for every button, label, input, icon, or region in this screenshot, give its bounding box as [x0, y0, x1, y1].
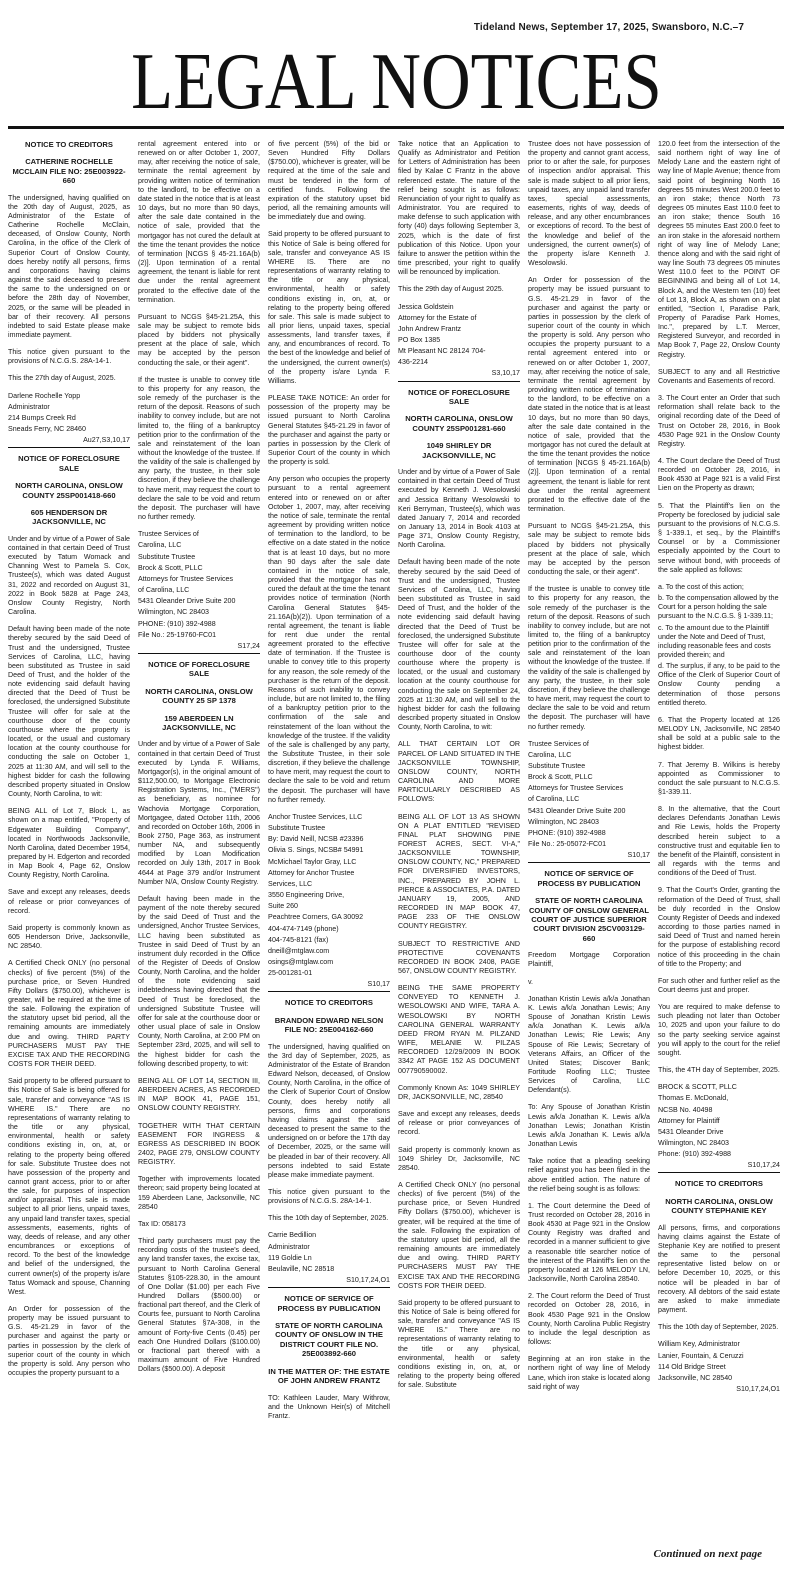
notice-paragraph: Third party purchasers must pay the recording costs of the trustee's deed, any land transfer taxes, the excise tax, pursuant to North Carolina General Statutes §105-228.30, in the amount of One Dollar ($1.00) per each Five Hundred Dollars ($500.00) or fractional part thereof, and the Clerk of Courts fee, pursuant to North Carolina General Statutes §7A-308, in the amount of Forty-five Cents (0.45) per each One Hundred Dollars ($100.00) or fractional part thereof with a maximum amount of Five Hundred Dollars ($500.00). A deposit	[138, 1237, 260, 1374]
notice-paragraph: All persons, firms, and corporations having claims against the Estate of Stephanie Key are notified to present the same to the personal representative listed below on or before December 10, 2025, or this notice will be pleaded in bar of recovery. All debtors of the said estate are asked to make immediate payment.	[658, 1223, 780, 1315]
notice-subtitle: IN THE MATTER OF: THE ESTATE OF JOHN ANDREW FRANTZ	[268, 1366, 390, 1386]
notice-divider	[658, 1172, 780, 1173]
column-4	[398, 140, 520, 1570]
notice-paragraph: 4. The Court declare the Deed of Trust recorded on October 28, 2016, in Book 4530 at Page 921 is a valid First Lien on the Property as drawn;	[658, 457, 780, 493]
notice-subtitle: NORTH CAROLINA, ONSLOW COUNTY 25SP001418-660	[15, 481, 123, 500]
run-dates: S3,10,17	[491, 369, 520, 378]
notice-subtitle: CATHERINE ROCHELLE MCCLAIN FILE NO: 25E003922-660	[12, 157, 126, 186]
notice-paragraph: PLEASE TAKE NOTICE: An order for possession of the property may be issued pursuant to North Carolina General Statutes §45-21.29 in favor of the purchaser and against the party or parties in possession by the Clerk of Superior Court of the county in which the property is sold.	[268, 394, 390, 467]
masthead-rule	[8, 126, 784, 129]
signature-line: William Key, Administrator	[658, 1340, 740, 1349]
signature-line: BROCK & SCOTT, PLLC	[658, 1083, 737, 1092]
notice-paragraph: To: Any Spouse of Jonathan Kristin Lewis a/k/a Jonathan K. Lewis a/k/a Jonathan Lewis; Jonathan Kristin Lewis a/k/a Jonathan K. Lewis a/k/a Jonathan Lewis	[528, 1103, 650, 1149]
notice-paragraph: Said property is commonly known as 1049 Shirley Dr, Jacksonville, NC 28540.	[398, 1145, 520, 1172]
signature-line: Attorneys for Trustee Services	[138, 574, 234, 583]
signature-line: 404-745-8121 (fax)	[268, 935, 329, 944]
notice-paragraph: For such other and further relief as the Court deems just and proper.	[658, 976, 780, 994]
signature-line: Services, LLC	[268, 879, 313, 888]
notice-paragraph: Said property to be offered pursuant to this Notice of Sale is being offered for sale, transfer and conveyance "AS IS WHERE IS." There are no representations of warranty relating to the title or any physical, environmental, health or safety conditions existing in, on, at, or relating to the property being offered for sale. Substitute Trustee does not have possession of the property and cannot grant access, prior to or after the sale, for purposes of inspection and/or appraisal. This sale is made subject to all prior liens, unpaid taxes, any unpaid land transfer taxes, special assessments, easements, rights of way, deeds of release, and any other encumbrances or exceptions of record. To the best of the knowledge and belief of the undersigned, the current owner(s) of the property is/are Tatus Womack and spouse, Channing West.	[8, 1077, 130, 1296]
notice-paragraph: The undersigned, having qualified on the 20th day of August, 2025, as Administrator of the Estate of Catherine Rochelle McClain, deceased, of Onslow County, North Carolina, in the office of the Clerk of Superior Court of Onslow County, does hereby notify all persons, firms and corporations having claims against the said deceased to present the same to the undersigned on or before the 28th day of November, 2025, or the same will be pleaded in bar of their recovery. All persons indebted to said Estate please make immediate payment.	[8, 193, 130, 339]
notice-paragraph: Any person who occupies the property pursuant to a rental agreement entered into or renewed on or after October 1, 2007, may, after receiving the notice of sale, terminate the rental agreement by providing written notice of termination to the landlord, to be effective on a date stated in the notice that is at least 10 days, but no more than 90 days after the sale date contained in the notice of sale, provided that the mortgagor has not cured the default at the time the tenant provides notice of termination (North Carolina General Statutes §45-21.16A(b)(2)). Upon termination of a rental agreement, the tenant is liable for rent due under the rental agreement prorated to the effective date of termination. If the Trustee is unable to convey title to this property for any reason, the sole remedy of the purchaser is the return of the deposit. Reasons of such inability to convey include, but are not limited to, the filing of a bankruptcy petition prior to the confirmation of the sale and reinstatement of the loan without the knowledge of the trustee. If the validity of the sale is challenged by any party, the Substitute Trustee, in their sole discretion, if they believe the challenge to have merit, may request the court to declare the sale to be void and return the deposit. The purchaser will have no further remedy.	[268, 475, 390, 804]
notice-paragraph: Default having been made of the note thereby secured by the said Deed of Trust and the undersigned, Trustee Services of Carolina, LLC, having been substituted as Trustee in said Deed of Trust, and the holder of the note evidencing said default having directed that the Deed of Trust be foreclosed, the undersigned Substitute Trustee will offer for sale at the courthouse door of the county courthouse where the property is located, or the usual and customary location at the county courthouse for conducting the sale on September 24, 2025 at 11:30 AM, and will sell to the highest bidder for cash the following described property situated in Onslow County, North Carolina, to wit:	[398, 558, 520, 732]
signature-line: osings@mtglaw.com	[268, 957, 334, 966]
notice-paragraph: Save and except any releases, deeds of release or prior conveyances of record.	[8, 888, 130, 915]
notice-paragraph: BEING ALL OF LOT 13 AS SHOWN ON A PLAT ENTITLED "REVISED FINAL PLAT SHOWING PINE FOREST ACRES, SECT. VI-A," JACKSONVILLE TOWNSHIP, ONSLOW COUNTY, NC," PREPARED FOR DIVERSIFIED INVESTORS, INC., PREPARED BY JOHN L. PIERCE & ASSOCIATES, P.A. DATED JANUARY 19, 2005, AND RECORDED IN MAP BOOK 47, PAGE 233 OF THE ONSLOW COUNTY REGISTRY.	[398, 812, 520, 931]
signature-line: Darlene Rochelle Yopp	[8, 391, 81, 400]
signature-line: Trustee Services of	[528, 739, 589, 748]
signature-line: Phone: (910) 392-4988	[658, 1150, 731, 1159]
run-dates: S10,17,24,O1	[736, 1385, 780, 1394]
signature-line: Sneads Ferry, NC 28460	[8, 425, 86, 434]
notice-paragraph: An Order for possession of the property may be issued pursuant to G.S. 45-21.29 in favor of the purchaser and against the party or parties in possession by the clerk of superior court of the county in which the property is sold. Any person who occupies the property pursuant to a	[8, 1305, 130, 1378]
signature-line: 3550 Engineering Drive,	[268, 891, 345, 900]
notice-divider	[398, 381, 520, 382]
notice-paragraph: Jonathan Kristin Lewis a/k/a Jonathan K. Lewis a/k/a Jonathan Lewis; Any Spouse of Jonathan Kristin Lewis a/k/a Jonathan K. Lewis a/k/a Jonathan Lewis; Rie Lewis; Any Spouse of Rie Lewis; Secretary of Veterans Affairs, an Officer of the United States; Discover Bank; Fortitude Roofing LLC; Trustee Services of Carolina, LLC Defendant(s).	[528, 994, 650, 1095]
notice-subtitle: STATE OF NORTH CAROLINA COUNTY OF ONSLOW GENERAL COURT OF JUSTICE SUPERIOR COURT DIVISION 25CV003129-660	[528, 896, 650, 943]
column-3	[268, 140, 390, 1570]
notice-paragraph: Under and by virtue of a Power of Sale contained in that certain Deed of Trust executed by Kenneth J. Wesolowski and Jessica Brittany Wesolowski to Keri Berryman, Trustee(s), which was dated January 7, 2014 and recorded on January 13, 2014 in Book 4103 at Page 371, Onslow County Registry, North Carolina.	[398, 468, 520, 550]
notice-paragraph: BEING ALL OF LOT 14, SECTION III, ABERDEEN ACRES, AS RECORDED IN MAP BOOK 41, PAGE 151, ONSLOW COUNTY REGISTRY.	[138, 1076, 260, 1113]
notice-paragraph: Said property to be offered pursuant to this Notice of Sale is being offered for sale, transfer and conveyance AS IS WHERE IS. There are no representations of warranty relating to the title or any physical, environmental, health or safety conditions existing in, on, at, or relating to the property being offered for sale. This sale is made subject to all prior liens, unpaid taxes, special assessments, land transfer taxes, if any, and encumbrances of record. To the best of the knowledge and belief of the undersigned, the current owner(s) of the property is/are Lynda F. Williams.	[268, 230, 390, 385]
notice-paragraph: 7. That Jeremy B. Wilkins is hereby appointed as Commissioner to conduct the sale pursuant to N.C.G.S. §1-339.11.	[658, 760, 780, 796]
signature-line: Anchor Trustee Services, LLC	[268, 812, 363, 821]
signature-line: File No.: 25-05072-FC01	[528, 840, 607, 849]
notice-paragraph: A Certified Check ONLY (no personal checks) of five percent (5%) of the purchase price, or Seven Hundred Fifty Dollars ($750.00), whichever is greater, will be required at the time of the sale. Following the expiration of the statutory upset bid period, all the remaining amounts are immediately due and owing. THIRD PARTY PURCHASERS MUST PAY THE EXCISE TAX AND THE RECORDING COSTS FOR THEIR DEED.	[8, 959, 130, 1069]
notice-paragraph: The undersigned, having qualified on the 3rd day of September, 2025, as Administrator of the Estate of Brandon Edward Nelson, deceased, of Onslow County, North Carolina, in the office of the Clerk of Superior Court of Onslow County, does hereby notify all persons, firms and corporations having claims against the said deceased to present the same to the undersigned on or before the 17th day of December, 2025, or the same will be pleaded in bar of their recovery. All persons indebted to said Estate please make immediate payment.	[268, 1042, 390, 1179]
notice-paragraph: Take notice that a pleading seeking relief against you has been filed in the above entitled action. The nature of the relief being sought is as follows:	[528, 1157, 650, 1193]
notice-paragraph: Default having been made of the note thereby secured by the said Deed of Trust and the undersigned, Trustee Services of Carolina, LLC, having been substituted as Trustee in said Deed of Trust, and the holder of the note evidencing said default having directed that the Deed of Trust be foreclosed, the undersigned Substitute Trustee will offer for sale at the courthouse door of the county courthouse where the property is located, or the usual and customary location at the county courthouse for conducting the sale on October 1, 2025 at 11:30 AM, and will sell to the highest bidder for cash the following described property situated in Onslow County, North Carolina, to wit:	[8, 625, 130, 799]
notice-divider	[268, 1287, 390, 1288]
notice-title: NOTICE OF SERVICE OF PROCESS BY PUBLICATION	[537, 869, 641, 888]
notice-paragraph: SUBJECT TO RESTRICTIVE AND PROTECTIVE COVENANTS RECORDED IN BOOK 2408, PAGE 567, ONSLOW COUNTY REGISTRY.	[398, 939, 520, 975]
signature-line: 114 Old Bridge Street	[658, 1362, 726, 1371]
notice-paragraph: Said property to be offered pursuant to this Notice of Sale is being offered for sale, transfer and conveyance "AS IS WHERE IS." There are no representations of warranty relating to the title or any physical, environmental, health or safety conditions existing in, on, at, or relating to the property being offered for sale. Substitute	[398, 1298, 520, 1390]
notice-paragraph: Pursuant to NCGS §45-21.25A, this sale may be subject to remote bids placed by bidders not physically present at the place of sale, which may be accepted by the person conducting the sale, or their agent".	[138, 312, 260, 367]
notice-paragraph: 2. The Court reform the Deed of Trust recorded on October 28, 2016, in Book 4530 Page 921 in the Onslow County, North Carolina Public Registry to include the legal description as follows:	[528, 1292, 650, 1347]
notice-paragraph: 8. In the alternative, that the Court declares Defendants Jonathan Lewis and Rie Lewis, holds the Property described herein subject to a constructive trust and equitable lien to the benefit of the Plaintiff, consistent in all regards with the terms and conditions of the Deed of Trust.	[658, 805, 780, 878]
notice-title: NOTICE OF SERVICE OF PROCESS BY PUBLICATION	[277, 1294, 381, 1313]
notice-paragraph: Said property is commonly known as 605 Henderson Drive, Jacksonville, NC 28540.	[8, 923, 130, 951]
signature-line: 436-2214	[398, 358, 428, 367]
column-6	[658, 140, 780, 1570]
notice-paragraph: You are required to make defense to such pleading not later than October 10, 2025 and upon your failure to do so the party seeking service against you will apply to the court for the relief sought.	[658, 1003, 780, 1057]
list-item: b. To the compensation allowed by the Court for a person holding the sale pursuant to the N.C.G.S. § 1-339.11;	[658, 594, 779, 621]
run-dates: S10,17,24	[747, 1161, 780, 1170]
notice-title: NOTICE OF FORECLOSURE SALE	[408, 387, 510, 406]
notice-paragraph: Take notice that an Application to Qualify as Administrator and Petition for Letters of Administration has been filed by Kalae C Frantz in the above referenced estate. The nature of the relief being sought is as follows: Renunciation of your right to qualify as Administrator. You are required to make defense to such application with forty (40) days following September 3, 2025, which is the date of first publication of this Notice. Upon your failure to answer the petition within the time prescribed, your right to qualify will be renounced by implication.	[398, 140, 520, 277]
notice-paragraph: Tax ID: 058173	[138, 1219, 186, 1228]
notice-paragraph: 120.0 feet from the intersection of the said northern right of way line of Melody Lane and the eastern right of way line of Maple Avenue; thence from said point of beginning North 16 degrees 55 minutes West 200.0 feet to an iron stake; thence North 73 degrees 05 minutes East 110.0 feet to an iron stake; thence South 16 degrees 55 minutes East 200.0 feet to an iron stake in the aforesaid northern right of way line of Melody Lane; thence along and with the said right of way line South 73 degrees 05 minutes West 110.0 feet to the POINT OF BEGINNING and being all of Lot 14, Block A, and the Western ten (10) feet of Lot 13, Block A, as shown on a plat entitled, "Section I, Paradise Park, Property of Paradise Park Homes, Inc.", prepared by L.T. Mercer, Registered Surveyor, and recorded in Map Book 7, Page 22, Onslow County Registry.	[658, 140, 780, 359]
signature-line: PHONE: (910) 392-4988	[138, 619, 216, 628]
signature-line: Carrie Bedillion	[268, 1231, 317, 1240]
signature-line: of Carolina, LLC	[528, 795, 580, 804]
notice-subtitle: 159 ABERDEEN LN JACKSONVILLE, NC	[162, 713, 236, 732]
signature-line: Trustee Services of	[138, 530, 199, 539]
signature-line: of Carolina, LLC	[138, 586, 190, 595]
column-1	[8, 140, 130, 1570]
signature-line: NCSB No. 40498	[658, 1105, 713, 1114]
notice-paragraph: TO: Kathleen Lauder, Mary Withrow, and the Unknown Heir(s) of Mitchell Frantz.	[268, 1393, 390, 1420]
notice-paragraph: Together with improvements located thereon; said property being located at 159 Aberdeen Lane, Jacksonville, NC 28540	[138, 1175, 260, 1211]
notice-subtitle: 1049 SHIRLEY DR JACKSONVILLE, NC	[422, 441, 496, 460]
notice-paragraph: This notice given pursuant to the provisions of N.C.G.S. 28A-14-1.	[8, 348, 130, 366]
notice-paragraph: SUBJECT to any and all Restrictive Covenants and Easements of record.	[658, 367, 780, 385]
list-item: c. To the amount due to the Plaintiff under the Note and Deed of Trust, including reasonable fees and costs provided therein; and	[658, 623, 771, 659]
notice-paragraph: Under and by virtue of a Power of Sale contained in that certain Deed of Trust executed by Lynda F. Williams, Mortgagor(s), in the original amount of $112,500.00, to Mortgage Electronic Registration Systems, Inc., ("MERS") as beneficiary, as nominee for Wachovia Mortgage Corporation, Mortgagee, dated October 11th, 2006 and recorded on October 16th, 2006 in Book 2750, Page 363, as instrument number NA, and subsequently modified by Loan Modification recorded on July 13th, 2017 in Book 4644 at Page 379 and/or Instrument Number N/A, Onslow County Registry.	[138, 740, 260, 886]
notice-subtitle: STATE OF NORTH CAROLINA COUNTY OF ONSLOW IN THE DISTRICT COURT FILE NO. 25E003892-660	[275, 1321, 383, 1359]
signature-line: Administrator	[8, 402, 50, 411]
signature-line: Thomas E. McDonald,	[658, 1094, 729, 1103]
notice-paragraph: Beginning at an iron stake in the northern right of way line of Melody Lane, which iron stake is located along said right of way	[528, 1355, 650, 1391]
signature-line: 119 Goldie Ln	[268, 1253, 312, 1262]
notice-title: NOTICE TO CREDITORS	[285, 998, 373, 1008]
signature-line: John Andrew Frantz	[398, 324, 462, 333]
list-item: a. To the cost of this action;	[658, 582, 744, 591]
signature-line: dneill@mtglaw.com	[268, 946, 330, 955]
notice-subtitle: 605 HENDERSON DR JACKSONVILLE, NC	[30, 508, 108, 527]
signature-line: Olivia S. Sings, NCSB# 54991	[268, 846, 364, 855]
notice-paragraph: If the trustee is unable to convey title to this property for any reason, the sole remedy of the purchaser is the return of the deposit. Reasons of such inability to convey include, but are not limited to, the filing of a bankruptcy petition prior to the confirmation of the sale and reinstatement of the loan without the knowledge of the trustee. If the validity of the sale is challenged by any party, the trustee, in their sole discretion, if they believe the challenge to have merit, may request the court to declare the sale to be void and return the deposit. The purchaser will have no further remedy.	[528, 585, 650, 731]
signature-line: Suite 260	[268, 902, 298, 911]
signature-line: 5431 Oleander Drive Suite 200	[528, 806, 626, 815]
notice-paragraph: Under and by virtue of a Power of Sale contained in that certain Deed of Trust executed by Tatum Womack and Channing West to Pamela S. Cox, Trustee(s), which was dated August 31, 2022 and recorded on August 31, 2022 in Book 5828 at Page 243, Onslow County Registry, North Carolina.	[8, 534, 130, 617]
notice-paragraph: 1. The Court determine the Deed of Trust recorded on October 28, 2016 in Book 4530 at Page 921 in the Onslow County Registry was drafted and recorded in a manner sufficient to give a reasonable title searcher notice of the interest of the Plaintiff's lien on the property located at 126 MELODY LN, Jacksonville, North Carolina 28540.	[528, 1201, 650, 1284]
signature-line: Brock & Scott, PLLC	[138, 563, 203, 572]
signature-line: Mt Pleasant NC 28124 704-	[398, 347, 486, 356]
notice-subtitle: BRANDON EDWARD NELSON FILE NO: 25E004162-660	[274, 1015, 384, 1035]
notice-paragraph: ALL THAT CERTAIN LOT OR PARCEL OF LAND SITUATED IN THE JACKSONVILLE TOWNSHIP, ONSLOW COUNTY, NORTH CAROLINA AND MORE PARTICULARLY DESCRIBED AS FOLLOWS:	[398, 740, 520, 804]
notice-paragraph: 9. That the Court's Order, granting the reformation of the Deed of Trust, shall be duly recorded in the Onslow County Register of Deeds and indexed according to those parties named in said Deed of Trust and named herein for the purpose of establishing record notice of this proceeding in the chain of title to the Property; and	[658, 886, 780, 968]
signature-line: Carolina, LLC	[138, 541, 182, 550]
signature-line: PO Box 1385	[398, 335, 441, 344]
notice-paragraph: Commonly Known As: 1049 SHIRLEY DR, JACKSONVILLE, NC, 28540	[398, 1083, 520, 1101]
notice-divider	[528, 862, 650, 863]
notice-paragraph: Freedom Mortgage Corporation Plaintiff,	[528, 951, 650, 969]
notice-paragraph: This, the 4TH day of September, 2025.	[658, 1066, 780, 1075]
notice-subtitle: NORTH CAROLINA, ONSLOW COUNTY STEPHANIE KEY	[665, 1196, 773, 1216]
notice-paragraph: This the 29th day of August 2025.	[398, 285, 504, 294]
notice-paragraph: v.	[528, 977, 533, 986]
signature-line: Attorneys for Trustee Services	[528, 784, 624, 793]
notice-divider	[138, 653, 260, 654]
notice-paragraph: BEING THE SAME PROPERTY CONVEYED TO KENNETH J. WESOLOWSKI AND WIFE, TARA A. WESOLOWSKI BY NORTH CAROLINA GENERAL WARRANTY DEED FROM RYAN M. PILZAND WIFE, MELANIE W. PILZAS RECORDED 12/29/2009 IN BOOK 3342 AT PAGE 152 AS DOCUMENT 007790590002.	[398, 984, 520, 1075]
signature-line: Peachtree Corners, GA 30092	[268, 913, 364, 922]
list-item: d. The surplus, if any, to be paid to the Office of the Clerk of Superior Court of Onslow County pending a determination of those persons entitled thereto.	[658, 662, 780, 707]
notice-paragraph: This the 10th day of September, 2025.	[268, 1214, 389, 1223]
notice-subtitle: NORTH CAROLINA, ONSLOW COUNTY 25 SP 1378	[145, 686, 253, 706]
notice-paragraph: 6. That the Property located at 126 MELODY LN, Jacksonville, NC 28540 shall be sold at a public sale to the highest bidder.	[658, 715, 780, 752]
notice-paragraph: Save and except any releases, deeds of release or prior conveyances of record.	[398, 1110, 520, 1137]
notice-divider	[8, 447, 130, 448]
masthead	[0, 36, 792, 128]
masthead-title: LEGAL NOTICES	[130, 38, 662, 126]
signature-line: Substitute Trustee	[268, 824, 326, 833]
column-5	[528, 140, 650, 1570]
notice-paragraph: Pursuant to NCGS §45-21.25A, this sale may be subject to remote bids placed by bidders not physically present at the place of sale, which may be accepted by the person conducting the sale, or their agent".	[528, 522, 650, 577]
signature-line: 25-001281-01	[268, 969, 313, 978]
column-2	[138, 140, 260, 1570]
signature-line: McMichael Taylor Gray, LLC	[268, 857, 357, 866]
notice-divider	[268, 991, 390, 992]
signature-line: Lanier, Fountain, & Ceruzzi	[658, 1351, 744, 1360]
signature-line: Jessica Goldstein	[398, 302, 454, 311]
signature-line: Substitute Trustee	[528, 762, 586, 770]
notice-subtitle: NORTH CAROLINA, ONSLOW COUNTY 25SP001281-660	[405, 414, 513, 433]
signature-line: PHONE: (910) 392-4988	[528, 828, 606, 837]
columns	[8, 140, 784, 1570]
notice-paragraph: 5. That the Plaintiff's lien on the Property be foreclosed by judicial sale pursuant to the provisions of N.C.G.S. § 1-339.1, et seq., by the Plaintiff's Counsel or by a Commissioner especially appointed by the Court to serve without bond, with proceeds of the sale applied as follows:	[658, 501, 780, 574]
notice-paragraph: 3. The Court enter an Order that such reformation shall relate back to the original recording date of the Deed of Trust on October 28, 2016, in Book 4530 Page 921 in the Onslow County Registry.	[658, 394, 780, 448]
run-dates: Au27,S3,10,17	[83, 436, 130, 445]
notice-paragraph: If the trustee is unable to convey title to this property for any reason, the sole remedy of the purchaser is the return of the deposit. Reasons of such inability to convey include, but are not limited to, the filing of a bankruptcy petition prior to the confirmation of the sale and reinstatement of the loan without the knowledge of the trustee. If the validity of the sale is challenged by any party, the trustee, in their sole discretion, if they believe the challenge to have merit, may request the court to declare the sale to be void and return the deposit. The purchaser will have no further remedy.	[138, 375, 260, 522]
signature-line: Substitute Trustee	[138, 552, 196, 561]
signature-line: Attorney for the Estate of	[398, 313, 477, 322]
signature-line: 5431 Oleander Drive	[658, 1127, 724, 1136]
notice-paragraph: A Certified Check ONLY (no personal checks) of five percent (5%) of the purchase price, or Seven Hundred Fifty Dollars ($750.00), whichever is greater, will be required at the time of the sale. Following the expiration of the statutory upset bid period, all the remaining amounts are immediately due and owing. THIRD PARTY PURCHASERS MUST PAY THE EXCISE TAX AND THE RECORDING COSTS FOR THEIR DEED.	[398, 1180, 520, 1290]
notice-paragraph: BEING ALL of Lot 7, Block L, as shown on a map entitled, "Property of Edgewater Building Company", located in Northwoods Jacksonville, North Carolina, dated December 1954, prepared by H. Edgerton and recorded in Map Book 4, Page 62, Onslow County Registry, North Carolina.	[8, 807, 130, 880]
signature-line: 214 Bumps Creek Rd	[8, 413, 76, 422]
signature-line: File No.: 25-19760-FC01	[138, 630, 217, 639]
run-dates: S10,17,24,O1	[346, 1276, 390, 1285]
signature-line: Carolina, LLC	[528, 750, 572, 759]
signature-line: Wilmington, NC 28403	[528, 817, 599, 826]
notice-paragraph: This notice given pursuant to the provisions of N.C.G.S. 28A-14-1.	[268, 1188, 390, 1206]
run-dates: S17,24	[237, 641, 260, 650]
notice-title: NOTICE TO CREDITORS	[25, 140, 113, 149]
signature-line: Brock & Scott, PLLC	[528, 773, 593, 782]
signature-line: Beulaville, NC 28518	[268, 1264, 335, 1273]
signature-line: Jacksonville, NC 28540	[658, 1373, 733, 1382]
signature-line: Wilmington, NC 28403	[138, 608, 209, 617]
notice-paragraph: of five percent (5%) of the bid or Seven Hundred Fifty Dollars ($750.00), whichever is greater, will be required at the time of the sale and must be tendered in the form of certified funds. Following the expiration of the statutory upset bid period, all the remaining amounts will be immediately due and owing.	[268, 140, 390, 222]
notice-paragraph: TOGETHER WITH THAT CERTAIN EASEMENT FOR INGRESS & EGRESS AS DESCRIBED IN BOOK 2402, PAGE 279, ONSLOW COUNTY REGISTRY.	[138, 1121, 260, 1167]
notice-paragraph: An Order for possession of the property may be issued pursuant to G.S. 45-21.29 in favor of the purchaser and against the party or parties in possession by the clerk of superior court of the county in which the property is sold. Any person who occupies the property pursuant to a rental agreement entered into or renewed on or after October 1, 2007, may, after receiving the notice of sale, terminate the rental agreement by providing written notice of termination to the landlord, to be effective on a date stated in the notice that is at least 10 days, but no more than 90 days, after the sale date contained in the notice of sale, provided that the mortgagor has not cured the default at the time the tenant provides the notice of termination [NCGS § 45-21.16A(b)(2)]. Upon termination of a rental agreement, the tenant is liable for rent due under the rental agreement prorated to the effective date of the termination.	[528, 276, 650, 514]
notice-title: NOTICE OF FORECLOSURE SALE	[148, 659, 250, 679]
notice-paragraph: This the 27th day of August, 2025.	[8, 374, 116, 383]
notice-title: NOTICE TO CREDITORS	[675, 1179, 763, 1189]
signature-line: 5431 Oleander Drive Suite 200	[138, 597, 236, 606]
notice-paragraph: rental agreement entered into or renewed on or after October 1, 2007, may, after receiving the notice of sale, terminate the rental agreement by providing written notice of termination to the landlord, to be effective on a date stated in the notice that is at least 10 days, but no more than 90 days, after the sale date contained in the notice of sale, provided that the mortgagor has not cured the default at the time the tenant provides the notice of termination [NCGS § 45-21.16A(b)(2)]. Upon termination of a rental agreement, the tenant is liable for rent due under the rental agreement prorated to the effective date of the termination.	[138, 140, 260, 304]
signature-line: 404-474-7149 (phone)	[268, 924, 339, 933]
signature-line: Attorney for Plaintiff	[658, 1116, 720, 1125]
signature-line: Wilmington, NC 28403	[658, 1139, 729, 1147]
signature-line: Attorney for Anchor Trustee	[268, 868, 355, 877]
continued-note: Continued on next page	[653, 1548, 762, 1560]
notice-title: NOTICE OF FORECLOSURE SALE	[18, 454, 120, 473]
page-header-line: Tideland News, September 17, 2025, Swansboro, N.C.–7	[473, 22, 744, 33]
signature-line: By: David Neill, NCSB #23396	[268, 835, 364, 844]
run-dates: S10,17	[627, 851, 650, 860]
notice-paragraph: Default having been made in the payment of the note thereby secured by the said Deed of Trust and the undersigned, Anchor Trustee Services, LLC having been substituted as Trustee in said Deed of Trust by an instrument duly recorded in the Office of the Register of Deeds of Onslow County, North Carolina, and the holder of the note evidencing said indebtedness having directed that the Deed of Trust be foreclosed, the undersigned Substitute Trustee will offer for sale at the courthouse door or other usual place of sale in Onslow County, North Carolina, at 2:00 PM on September 23rd, 2025, and will sell to the highest bidder for cash the following described property, to wit:	[138, 894, 260, 1068]
notice-paragraph: Trustee does not have possession of the property and cannot grant access, prior to or after the sale, for purposes of inspection and/or appraisal. This sale is made subject to all prior liens, unpaid taxes, any unpaid land transfer taxes, special assessments, easements, rights of way, deeds of release, and any other encumbrances or exceptions of record. To the best of the knowledge and belief of the undersigned, the current owner(s) of the property is/are Kenneth J. Wesolowski.	[528, 140, 650, 268]
notice-paragraph: This the 10th day of September, 2025.	[658, 1323, 779, 1332]
signature-line: Administrator	[268, 1242, 310, 1251]
run-dates: S10,17	[367, 980, 390, 989]
